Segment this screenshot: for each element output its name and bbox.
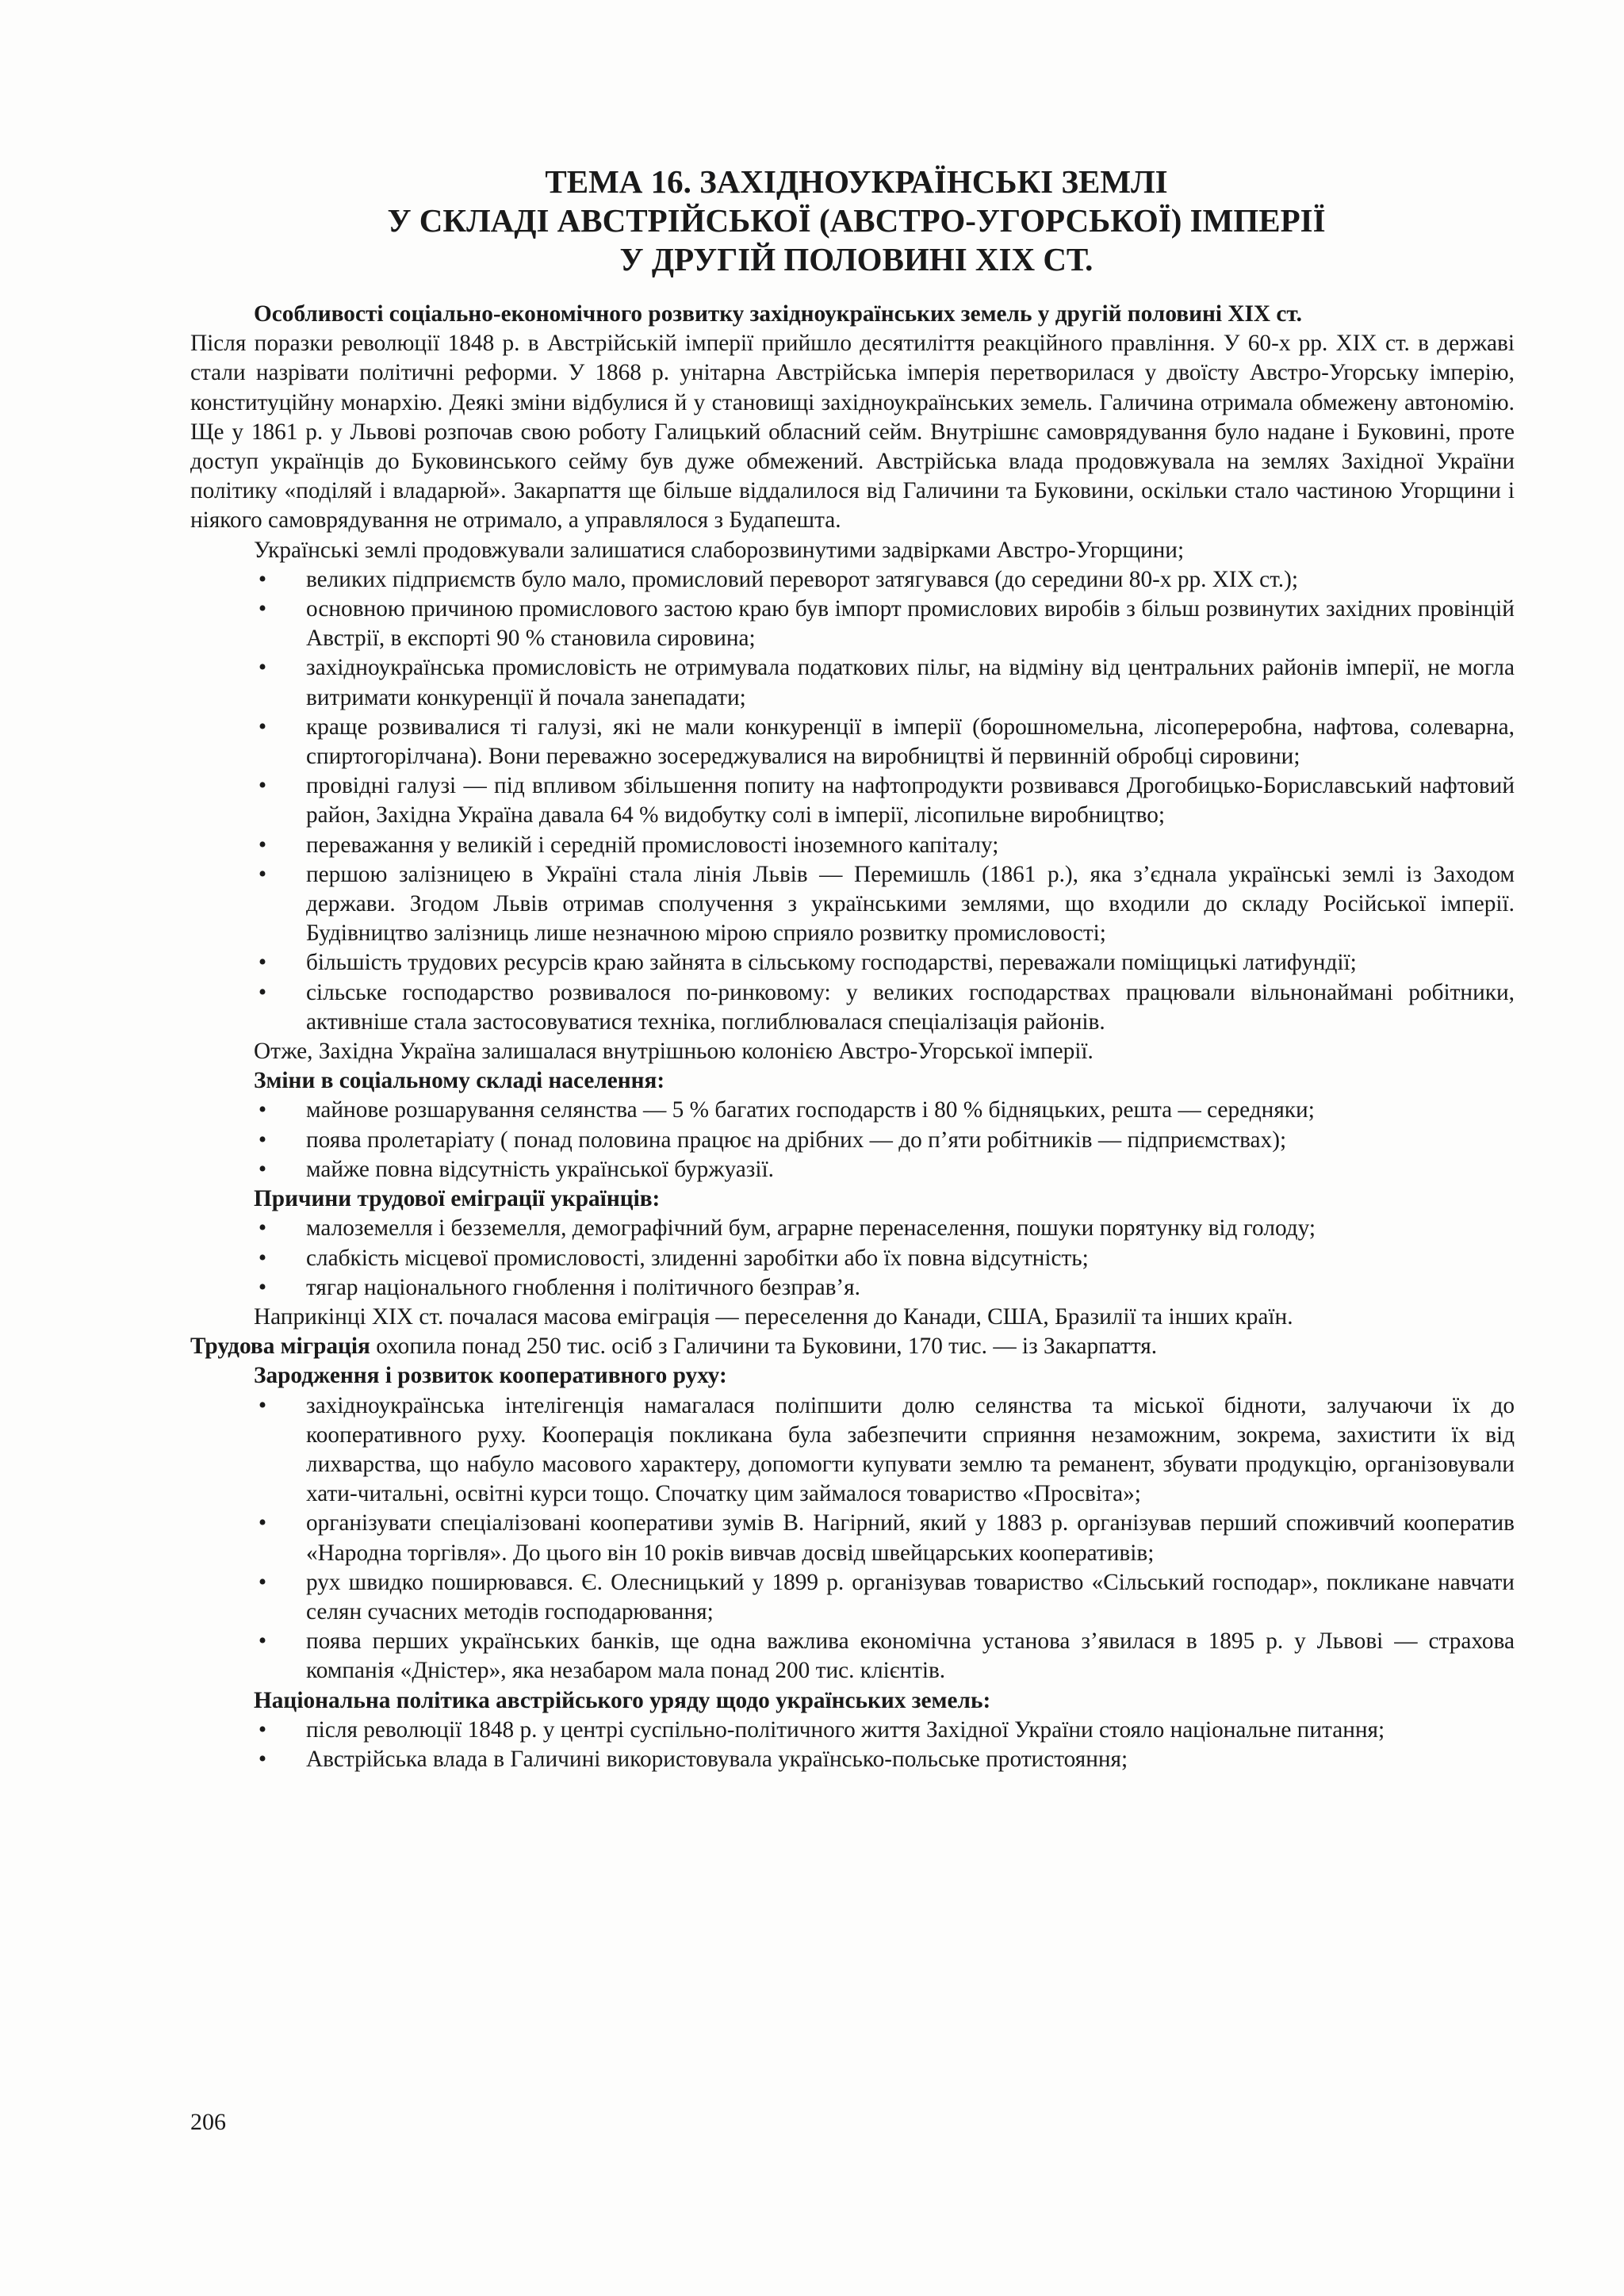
list-item-text: тягар національного гноблення і політичного безправ’я. [306, 1274, 860, 1300]
list-item [190, 1568, 1515, 1627]
bullet-list [190, 1716, 1515, 1774]
section-heading: Зародження і розвиток кооперативного руху: [254, 1363, 727, 1389]
list-item [190, 831, 1515, 860]
bullet-icon: • [258, 1746, 267, 1772]
list-item [190, 1096, 1515, 1125]
bullet-icon: • [258, 1215, 267, 1242]
list-item [190, 595, 1515, 653]
list-item [190, 1716, 1515, 1745]
list-item-text: великих підприємств було мало, промисловий переворот затягувався (до середини 80-х рр. XIX ст.); [306, 566, 1298, 592]
bullet-icon: • [258, 950, 267, 976]
list-item [190, 1745, 1515, 1774]
paragraph: Наприкінці XIX ст. почалася масова еміграція — переселення до Канади, США, Бразилії та інших країн. [254, 1303, 1293, 1330]
paragraph-conclusion: Отже, Західна Україна залишалася внутрішньою колонією Австро-Угорської імперії. [254, 1039, 1094, 1065]
migration-text: охопила понад 250 тис. осіб з Галичини та Буковини, 170 тис. — із Закарпаття. [370, 1334, 1158, 1360]
bullet-icon: • [258, 1716, 267, 1743]
list-item-text: західноукраїнська інтелігенція намагалася поліпшити долю селянства та міської бідноти, залучаючи їх до кооперативного руху. Кооперація покликана була забезпечити сприяння незаможним, зокрема, захистити їх від лихварства, що набуло масового характеру, допомогти купувати землю та реманент, збувати продукцію, організовували хати-читальні, освітні курси тощо. Спочатку цим займалося товариство «Просвіта»; [306, 1392, 1515, 1507]
section-heading: Національна політика австрійського уряду щодо українських земель: [254, 1687, 991, 1713]
list-item-text: першою залізницею в Україні стала лінія Львів — Перемишль (1861 р.), яка з’єднала українські землі із Заходом держави. Згодом Львів отримав сполучення з українськими землями, що входили до складу Російської імперії. Будівництво залізниць лише незначною мірою сприяло розвитку промисловості; [306, 861, 1515, 947]
list-item-text: слабкість місцевої промисловості, злиденні заробітки або їх повна відсутність; [306, 1245, 1089, 1271]
document-body [190, 300, 1515, 1774]
list-item [190, 653, 1515, 712]
list-item-text: основною причиною промислового застою краю був імпорт промислових виробів з більш розвинутих західних провінцій Австрії, в експорті 90 % становила сировина; [306, 596, 1515, 652]
bullet-icon: • [258, 655, 267, 681]
bullet-icon: • [258, 773, 267, 799]
bullet-icon: • [258, 979, 267, 1005]
bullet-icon: • [258, 832, 267, 858]
bullet-icon: • [258, 1097, 267, 1123]
list-item [190, 1627, 1515, 1686]
list-item [190, 1126, 1515, 1155]
list-item-text: провідні галузі — під впливом збільшення попиту на нафтопродукти розвивався Дрогобицько-Бориславський нафтовий район, Західна Україна давала 64 % видобутку солі в імперії, лісопильне виробництво; [306, 773, 1515, 828]
bullet-list [190, 1214, 1515, 1303]
bullet-icon: • [258, 714, 267, 740]
paragraph: Після поразки революції 1848 р. в Австрійській імперії прийшло десятиліття реакційного правління. У 60-х рр. XIX ст. в державі стали назрівати політичні реформи. У 1868 р. унітарна Австрійська імперія перетворилася у двоїсту Австро-Угорську імперію, конституційну монархію. Деякі зміни відбулися й у становищі західноукраїнських земель. Галичина отримала обмежену автономію. Ще у 1861 р. у Львові розпочав свою роботу Галицький обласний сейм. Внутрішнє самоврядування було надане і Буковині, проте доступ українців до Буковинського сейму був дуже обмежений. Австрійська влада продовжувала на землях Західної України політику «поділяй і владарюй». Закарпаття ще більше віддалилося від Галичини та Буковини, оскільки стало частиною Угорщини і ніякого самоврядування не отримало, а управлялося з Будапешта. [190, 331, 1515, 534]
list-item [190, 948, 1515, 978]
list-item-text: переважання у великій і середній промисловості іноземного капіталу; [306, 832, 999, 858]
title-line-1: ТЕМА 16. ЗАХІДНОУКРАЇНСЬКІ ЗЕМЛІ [545, 163, 1168, 200]
list-item-text: організувати спеціалізовані кооперативи зумів В. Нагірний, який у 1883 р. організував перший споживчий кооператив «Народна торгівля». До цього він 10 років вивчав досвід швейцарських кооперативів; [306, 1510, 1515, 1566]
list-item [190, 978, 1515, 1037]
page-title [190, 163, 1515, 279]
section-heading: Особливості соціально-економічного розвитку західноукраїнських земель у другій половині XIX ст. [254, 301, 1302, 327]
bullet-icon: • [258, 1628, 267, 1655]
list-item-text: малоземелля і безземелля, демографічний бум, аграрне перенаселення, пошуки порятунку від голоду; [306, 1215, 1316, 1242]
list-item [190, 771, 1515, 830]
paragraph-migration [190, 1332, 1515, 1361]
bullet-icon: • [258, 1274, 267, 1300]
bullet-icon: • [258, 596, 267, 622]
term-labour-migration: Трудова міграція [190, 1334, 370, 1360]
list-item [190, 565, 1515, 595]
page-number: 206 [190, 2109, 226, 2135]
list-item-text: Австрійська влада в Галичині використовувала українсько-польське протистояння; [306, 1746, 1128, 1772]
bullet-icon: • [258, 1510, 267, 1536]
list-item [190, 713, 1515, 771]
list-item-text: західноукраїнська промисловість не отримувала податкових пільг, на відміну від центральних районів імперії, не могла витримати конкуренції й почала занепадати; [306, 655, 1515, 710]
list-item [190, 1391, 1515, 1510]
bullet-list [190, 1096, 1515, 1184]
list-item-text: поява перших українських банків, ще одна важлива економічна установа з’явилася в 1895 р. у Львові — страхова компанія «Дністер», яка незабаром мала понад 200 тис. клієнтів. [306, 1628, 1515, 1684]
section-heading: Причини трудової еміграції українців: [254, 1186, 661, 1212]
list-item-text: майнове розшарування селянства — 5 % багатих господарств і 80 % бідняцьких, решта — середняки; [306, 1097, 1315, 1123]
bullet-list [190, 565, 1515, 1037]
list-item-text: поява пролетаріату ( понад половина працює на дрібних — до п’яти робітників — підприємствах); [306, 1127, 1287, 1153]
bullet-icon: • [258, 1392, 267, 1418]
list-item [190, 1509, 1515, 1567]
paragraph-lead: Українські землі продовжували залишатися слаборозвинутими задвірками Австро-Угорщини; [254, 537, 1185, 563]
list-item-text: майже повна відсутність української буржуазії. [306, 1156, 774, 1182]
title-line-2: У СКЛАДІ АВСТРІЙСЬКОЇ (АВСТРО-УГОРСЬКОЇ) ІМПЕРІЇ [387, 202, 1326, 239]
bullet-icon: • [258, 1127, 267, 1153]
list-item-text: більшість трудових ресурсів краю зайнята в сільському господарстві, переважали поміщицькі латифундії; [306, 950, 1357, 976]
bullet-icon: • [258, 566, 267, 592]
bullet-icon: • [258, 1569, 267, 1595]
bullet-list [190, 1391, 1515, 1686]
list-item [190, 1214, 1515, 1243]
bullet-icon: • [258, 861, 267, 887]
list-item [190, 1155, 1515, 1184]
section-heading: Зміни в соціальному складі населення: [254, 1068, 665, 1094]
bullet-icon: • [258, 1245, 267, 1271]
list-item-text: після революції 1848 р. у центрі суспільно-політичного життя Західної України стояло національне питання; [306, 1716, 1385, 1743]
list-item [190, 1273, 1515, 1303]
list-item [190, 860, 1515, 949]
list-item-text: рух швидко поширювався. Є. Олесницький у 1899 р. організував товариство «Сільський господар», покликане навчати селян сучасних методів господарювання; [306, 1569, 1515, 1624]
list-item [190, 1244, 1515, 1273]
list-item-text: краще розвивалися ті галузі, які не мали конкуренції в імперії (борошномельна, лісопереробна, нафтова, солеварна, спиртогорілчана). Вони переважно зосереджувалися на виробництві й первинній обробці сировини; [306, 714, 1515, 770]
list-item-text: сільське господарство розвивалося по-ринковому: у великих господарствах працювали вільнонаймані робітники, активніше стала застосовуватися техніка, поглиблювалася спеціалізація районів. [306, 979, 1515, 1035]
title-line-3: У ДРУГІЙ ПОЛОВИНІ XIX СТ. [619, 241, 1094, 277]
bullet-icon: • [258, 1156, 267, 1182]
